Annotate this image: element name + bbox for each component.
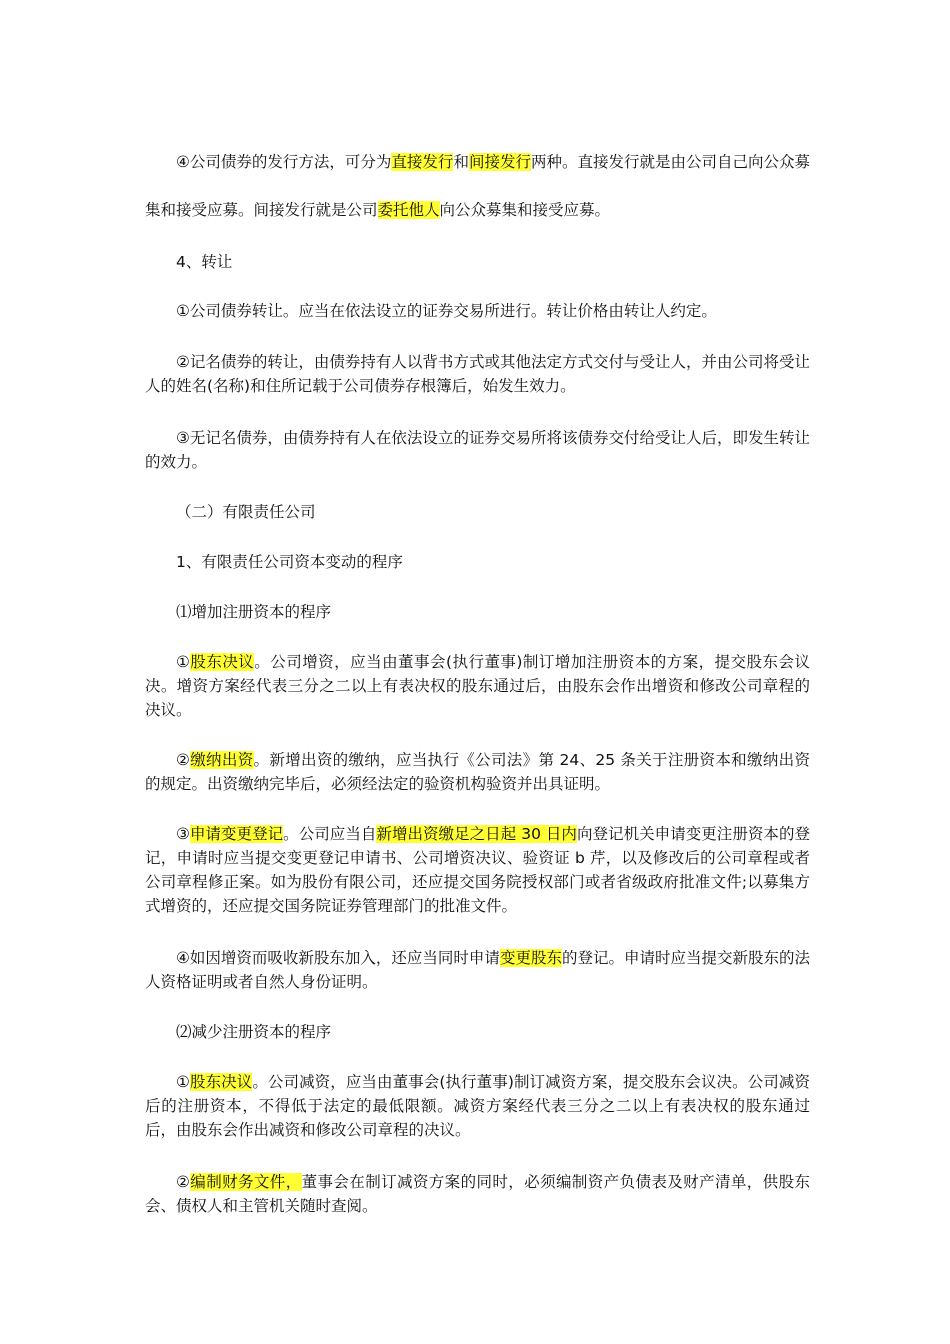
- paragraph-bond-issuance: [145, 138, 810, 234]
- text-run: 董事会在制订减资方案的同时，必须编制资产负债表及财产清单，供股东会、债权人和主管机关随时查阅。: [145, 1173, 810, 1215]
- text-run: ④公司债券的发行方法，可分为: [176, 153, 392, 171]
- heading-limited-company: [145, 500, 810, 524]
- highlighted-text: 申请变更登记: [189, 825, 284, 843]
- highlighted-text: 新增出资缴足之日起 30 日内: [376, 825, 577, 843]
- paragraph-shareholder-resolution-increase: [145, 650, 810, 722]
- text-run: 。新增出资的缴纳，应当执行《公司法》第 24、25 条关于注册资本和缴纳出资的规定。出资缴纳完毕后，必须经法定的验资机构验资并出具证明。: [145, 751, 810, 793]
- paragraph-shareholder-resolution-reduce: [145, 1070, 810, 1142]
- paragraph-registered-bond-transfer: [145, 350, 810, 398]
- highlighted-text: 变更股东: [499, 949, 562, 967]
- highlighted-text: 间接发行: [468, 153, 531, 171]
- text-run: 4、转让: [176, 253, 233, 271]
- text-run: 两种。直接发行就是由公司自己向公众募集和接受应募。间接发行就是公司: [145, 153, 810, 219]
- text-run: ⑴增加注册资本的程序: [176, 603, 332, 621]
- text-run: ②: [176, 751, 191, 769]
- text-run: ③: [176, 825, 190, 843]
- heading-increase-capital: [145, 600, 810, 624]
- paragraph-change-registration: [145, 822, 810, 918]
- highlighted-text: 委托他人: [377, 201, 440, 219]
- heading-transfer: [145, 250, 810, 274]
- paragraph-bond-transfer: [145, 299, 810, 323]
- highlighted-text: 缴纳出资: [190, 751, 254, 769]
- text-run: 向公众募集和接受应募。: [439, 201, 611, 219]
- text-run: （二）有限责任公司: [176, 503, 316, 521]
- text-run: ②记名债券的转让，由债券持有人以背书方式或其他法定方式交付与受让人，并由公司将受让人的姓名(名称)和住所记载于公司债券存根簿后，始发生效力。: [145, 353, 810, 395]
- text-run: 。公司减资，应当由董事会(执行董事)制订减资方案，提交股东会议决。公司减资后的注册资本，不得低于法定的最低限额。减资方案经代表三分之二以上有表决权的股东通过后，由股东会作出减资和修改公司章程的决议。: [145, 1073, 810, 1139]
- highlighted-text: 股东决议: [189, 1073, 253, 1091]
- text-run: ③无记名债券，由债券持有人在依法设立的证券交易所将该债券交付给受让人后，即发生转让的效力。: [145, 429, 810, 471]
- text-run: ①公司债券转让。应当在依法设立的证券交易所进行。转让价格由转让人约定。: [176, 302, 717, 320]
- paragraph-new-shareholder: [145, 946, 810, 994]
- text-run: 和: [453, 153, 469, 171]
- paragraph-bearer-bond-transfer: [145, 426, 810, 474]
- text-run: 。公司应当自: [283, 825, 377, 843]
- text-run: 的登记。申请时应当提交新股东的法人资格证明或者自然人身份证明。: [145, 949, 810, 991]
- heading-capital-change-procedure: [145, 550, 810, 574]
- highlighted-text: 直接发行: [391, 153, 454, 171]
- paragraph-pay-contribution: [145, 748, 810, 796]
- highlighted-text: 编制财务文件，: [190, 1173, 302, 1191]
- text-run: ④如因增资而吸收新股东加入，还应当同时申请: [176, 949, 500, 967]
- text-run: 向登记机关申请变更注册资本的登记，申请时应当提交变更登记申请书、公司增资决议、验资证 b 芹，以及修改后的公司章程或者公司章程修正案。如为股份有限公司，还应提交国务院授权部门或者省级政府批准文件;以募集方式增资的，还应提交国务院证券管理部门的批准文件。: [145, 825, 810, 915]
- text-run: ①: [176, 653, 191, 671]
- text-run: ②: [176, 1173, 191, 1191]
- text-run: ⑵减少注册资本的程序: [176, 1023, 332, 1041]
- text-run: ①: [176, 1073, 190, 1091]
- highlighted-text: 股东决议: [190, 653, 255, 671]
- paragraph-financial-documents: [145, 1170, 810, 1218]
- heading-reduce-capital: [145, 1020, 810, 1044]
- text-run: 。公司增资，应当由董事会(执行董事)制订增加注册资本的方案，提交股东会议决。增资方案经代表三分之二以上有表决权的股东通过后，由股东会作出增资和修改公司章程的决议。: [145, 653, 810, 719]
- text-run: 1、有限责任公司资本变动的程序: [176, 553, 403, 571]
